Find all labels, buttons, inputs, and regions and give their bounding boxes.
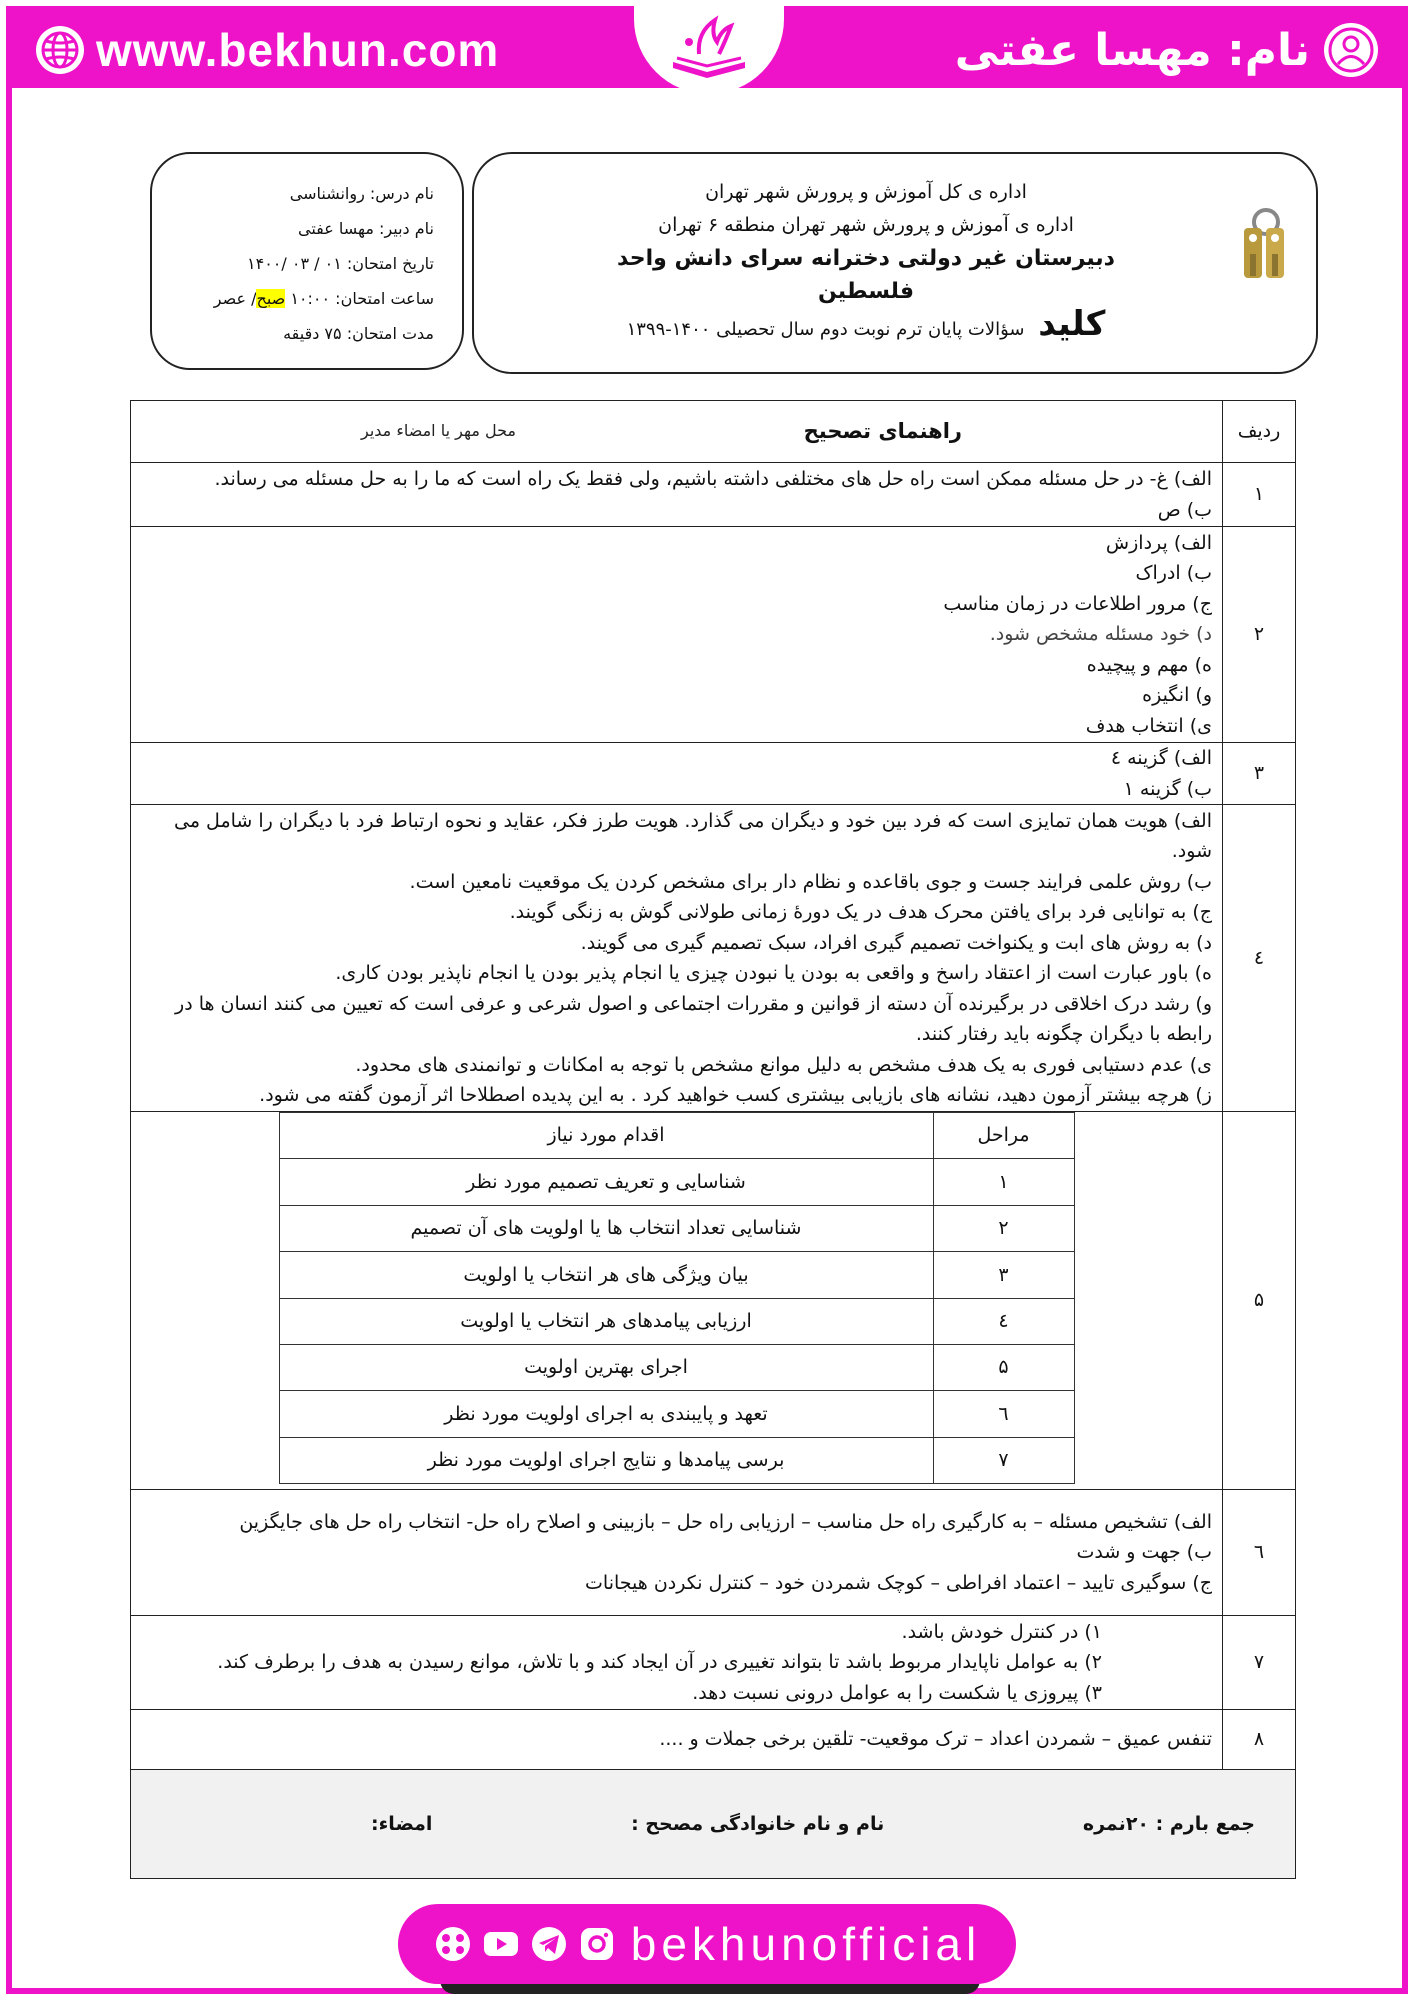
student-name-text: نام: مهسا عفتی (954, 24, 1310, 76)
table-row: ۱ الف) غ- در حل مسئله ممکن است راه حل های مختلفی داشته باشیم، ولی فقط یک راه است که ما را به حل مسئله می رساند. ب) ص (131, 463, 1296, 527)
step-row: ۲ شناسایی تعداد انتخاب ها یا اولویت های آن تصمیم (279, 1205, 1074, 1251)
table-header-row (131, 401, 1296, 463)
exam-info-box (150, 152, 464, 370)
social-icons (433, 1924, 617, 1964)
step-row: ۱ شناسایی و تعریف تصمیم مورد نظر (279, 1159, 1074, 1205)
date-field: تاریخ امتحان: ۰۱ / ۰۳ /۱۴۰۰ (247, 254, 434, 273)
social-handle-bar[interactable] (398, 1904, 1016, 1984)
decision-steps-table (279, 1112, 1075, 1484)
table-row: ۲ الف) پردازش ب) ادراک ج) مرور اطلاعات در زمان مناسب د) خود مسئله مشخص شود. ه) مهم و پیچیده و) انگیزه ی) انتخاب هدف (131, 527, 1296, 743)
table-footer-row (131, 1770, 1296, 1879)
total-score: جمع بارم : ۲۰نمره (1082, 1812, 1255, 1835)
user-avatar-icon (1322, 21, 1380, 79)
signature-place-label: محل مهر یا امضاء مدیر (361, 420, 516, 440)
steps-col-header: مراحل (933, 1113, 1074, 1159)
globe-icon (34, 24, 86, 76)
answer-key-label: کلید (1038, 304, 1106, 344)
action-col-header: اقدام مورد نیاز (279, 1113, 933, 1159)
social-handle-text: bekhunofficial (630, 1918, 982, 1970)
exam-header-box (472, 152, 1318, 374)
aparat-icon[interactable] (433, 1924, 473, 1964)
step-row: ۵ اجرای بهترین اولویت (279, 1344, 1074, 1390)
school-name: دبیرستان غیر دولتی دخترانه سرای دانش واحد فلسطین (617, 246, 1115, 304)
morning-highlight: صبح (256, 289, 286, 308)
table-row: ٦ الف) تشخیص مسئله – به کارگیری راه حل مناسب – ارزیابی راه حل – بازبینی و اصلاح راه حل- انتخاب راه حل های جایگزین ب) جهت و شدت ج) سوگیری تایید – اعتماد افراطی – کوچک شمردن خود – کنترل نکردن هیجانات (131, 1490, 1296, 1616)
signature-label: امضاء: (371, 1812, 433, 1835)
keys-icon (1236, 206, 1292, 286)
table-row: ۵ مراحل اقدام مورد نیاز ۱ شناسایی و تعریف تصمیم مورد نظر ۲ شناسایی تعداد انتخاب ها یا اولویت های آن تصمیم ۳ بیان ویژگی های هر انتخاب یا اولویت ٤ ارزیابی پیامدهای هر انتخاب یا اولویت ۵ اجرای بهترین اولویت ٦ تعهد و پایبندی به اجرای اولویت مورد نظر ۷ برسی پیامدها و نتایج اجرای اولویت مورد نظر (131, 1112, 1296, 1490)
office-line-1: اداره ی کل آموزش و پرورش شهر تهران (705, 181, 1027, 203)
youtube-icon[interactable] (481, 1924, 521, 1964)
step-row: ۳ بیان ویژگی های هر انتخاب یا اولویت (279, 1252, 1074, 1298)
answer-key-table (130, 400, 1296, 1879)
step-row: ٤ ارزیابی پیامدهای هر انتخاب یا اولویت (279, 1298, 1074, 1344)
website-text: www.bekhun.com (96, 24, 500, 76)
book-logo-icon (659, 12, 759, 88)
step-row: ۷ برسی پیامدها و نتایج اجرای اولویت مورد نظر (279, 1437, 1074, 1483)
table-row: ۸ تنفس عمیق – شمردن اعداد – ترک موقعیت- تلقین برخی جملات و .... (131, 1710, 1296, 1770)
subject-field: نام درس: روانشناسی (289, 184, 434, 203)
student-name (955, 20, 1380, 80)
duration-field: مدت امتحان: ۷۵ دقیقه (283, 324, 434, 343)
col-row-header: ردیف (1223, 401, 1296, 463)
telegram-icon[interactable] (529, 1924, 569, 1964)
website-link[interactable] (34, 22, 499, 78)
instagram-icon[interactable] (577, 1924, 617, 1964)
teacher-field: نام دبیر: مهسا عفتی (297, 219, 434, 238)
exam-title-line (566, 304, 1166, 346)
corrector-name-label: نام و نام خانوادگی مصحح : (631, 1812, 885, 1835)
table-row: ۳ الف) گزینه ٤ ب) گزینه ۱ (131, 743, 1296, 805)
table-row: ۷ ۱) در کنترل خودش باشد. ۲) به عوامل ناپایدار مربوط باشد تا بتواند تغییری در آن ایجاد کند و با تلاش، موانع رسیدن به هدف را برطرف کند. ۳) پیروزی یا شکست را به عوامل درونی نسبت دهد. (131, 1616, 1296, 1710)
office-line-2: اداره ی آموزش و پرورش شهر تهران منطقه ۶ تهران (658, 214, 1074, 236)
time-field: ساعت امتحان: ۱۰:۰۰ صبح/ عصر (213, 289, 434, 308)
col-guide-header: راهنمای تصحیح محل مهر یا امضاء مدیر (131, 401, 1223, 463)
table-row: ٤ الف) هویت همان تمایزی است که فرد بین خود و دیگران می گذارد. هویت طرز فکر، عقاید و نحوه ارتباط فرد با دیگران را شامل می شود. ب) روش علمی فرایند جست و جوی باقاعده و نظام دار برای مشخص کردن یک موقعیت نامعین است. ج) به توانایی فرد برای یافتن محرک هدف در یک دورهٔ زمانی طولانی گوش به زنگی گویند. د) به روش های ابت و یکنواخت تصمیم گیری افراد، سبک تصمیم گیری می گویند. ه) باور عبارت است از اعتقاد راسخ و واقعی به بودن یا نبودن چیزی یا انجام پذیر بودن یا انجام ناپذیر بودن کاری. و) رشد درک اخلاقی در برگیرنده آن دسته از قوانین و مقررات اجتماعی و اصول شرعی و عرفی است که تعیین می کنند انسان ها در رابطه با دیگران چگونه باید رفتار کنند. ی) عدم دستیابی فوری به یک هدف مشخص به دلیل موانع مشخص با توجه به امکانات و توانمندی های محدود. ز) هرچه بیشتر آزمون دهید، نشانه های بازیابی بیشتری کسب خواهید کرد . به این پدیده اصطلاحا اثر آزمون گفته می شود. (131, 805, 1296, 1112)
step-row: ٦ تعهد و پایبندی به اجرای اولویت مورد نظر (279, 1391, 1074, 1437)
exam-title: سؤالات پایان ترم نوبت دوم سال تحصیلی ۱۴۰۰-۱۳۹۹ (626, 319, 1025, 340)
